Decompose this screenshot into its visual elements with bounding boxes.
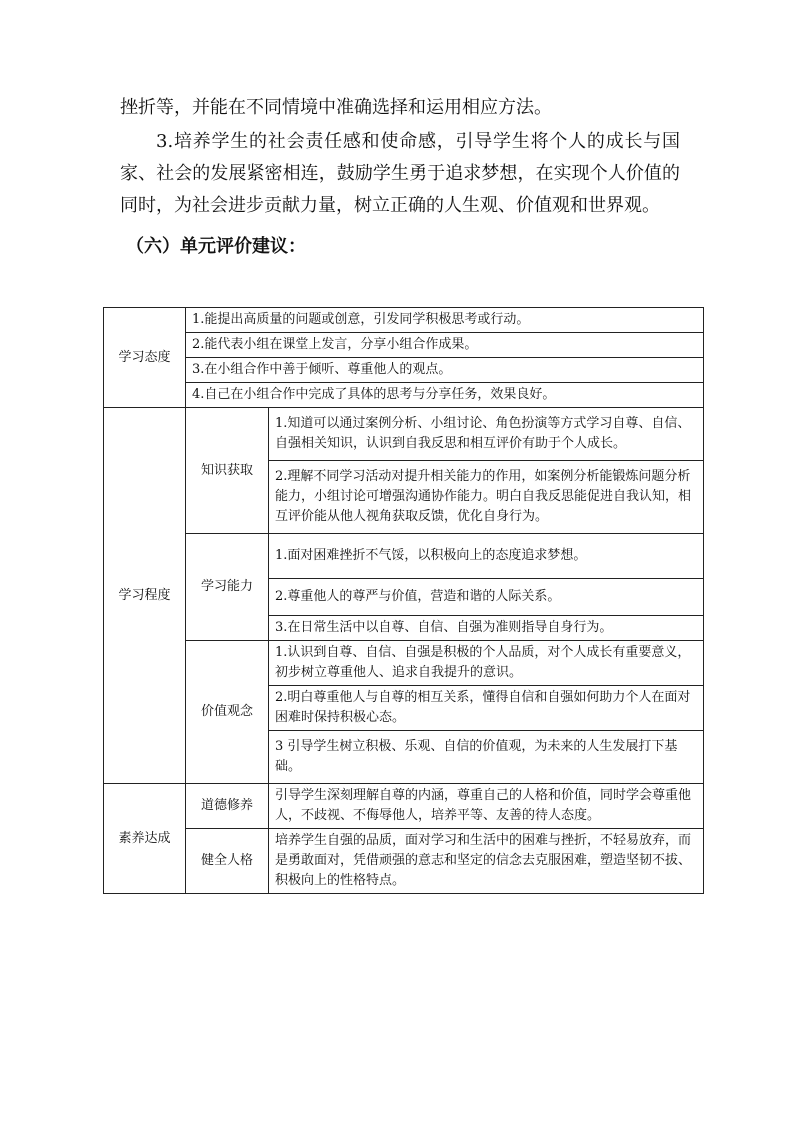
ability-item-1: 1.面对困难挫折不气馁，以积极向上的态度追求梦想。 [269,534,704,579]
paragraph-continuation: 挫折等，并能在不同情境中准确选择和运用相应方法。 [120,97,552,118]
values-item-1: 1.认识到自尊、自信、自强是积极的个人品质，对个人成长有重要意义，初步树立尊重他人、追求自我提升的意识。 [269,641,704,686]
knowledge-item-2: 2.理解不同学习活动对提升相关能力的作用，如案例分析能锻炼问题分析能力，小组讨论可增强沟通协作能力。明白自我反思能促进自我认知，相互评价能从他人视角获取反馈，优化自身行为。 [269,461,704,534]
values-item-3: 3 引导学生树立积极、乐观、自信的价值观，为未来的人生发展打下基础。 [269,731,704,784]
subcategory-values: 价值观念 [186,641,269,784]
evaluation-table [103,307,704,894]
table-row [104,829,704,894]
attitude-item-4: 4.自己在小组合作中完成了具体的思考与分享任务，效果良好。 [186,383,704,408]
section-heading: （六）单元评价建议： [126,236,306,257]
ability-item-3: 3.在日常生活中以自尊、自信、自强为准则指导自身行为。 [269,616,704,641]
attitude-item-1: 1.能提出高质量的问题或创意，引发同学积极思考或行动。 [186,308,704,333]
table-row [104,333,704,358]
attitude-item-3: 3.在小组合作中善于倾听、尊重他人的观点。 [186,358,704,383]
table-row [104,358,704,383]
subcategory-moral: 道德修养 [186,784,269,829]
ability-item-2: 2.尊重他人的尊严与价值，营造和谐的人际关系。 [269,579,704,616]
values-item-2: 2.明白尊重他人与自尊的相互关系，懂得自信和自强如何助力个人在面对困难时保持积极心态。 [269,686,704,731]
category-degree: 学习程度 [104,408,186,784]
subcategory-personality: 健全人格 [186,829,269,894]
personality-text: 培养学生自强的品质，面对学习和生活中的困难与挫折，不轻易放弃，而是勇敢面对，凭借顽强的意志和坚定的信念去克服困难，塑造坚韧不拔、积极向上的性格特点。 [269,829,704,894]
paragraph-goal-3: 3.培养学生的社会责任感和使命感，引导学生将个人的成长与国家、社会的发展紧密相连，鼓励学生勇于追求梦想，在实现个人价值的同时，为社会进步贡献力量，树立正确的人生观、价值观和世界观。 [120,131,680,216]
table-row [104,641,704,686]
table-row [104,784,704,829]
category-attitude: 学习态度 [104,308,186,408]
table-row [104,534,704,579]
knowledge-item-1: 1.知道可以通过案例分析、小组讨论、角色扮演等方式学习自尊、自信、自强相关知识，认识到自我反思和相互评价有助于个人成长。 [269,408,704,461]
moral-text: 引导学生深刻理解自尊的内涵，尊重自己的人格和价值，同时学会尊重他人，不歧视、不侮辱他人，培养平等、友善的待人态度。 [269,784,704,829]
subcategory-ability: 学习能力 [186,534,269,641]
table-row [104,383,704,408]
subcategory-knowledge: 知识获取 [186,408,269,534]
table-row [104,308,704,333]
attitude-item-2: 2.能代表小组在课堂上发言，分享小组合作成果。 [186,333,704,358]
table-row [104,408,704,461]
category-literacy: 素养达成 [104,784,186,894]
